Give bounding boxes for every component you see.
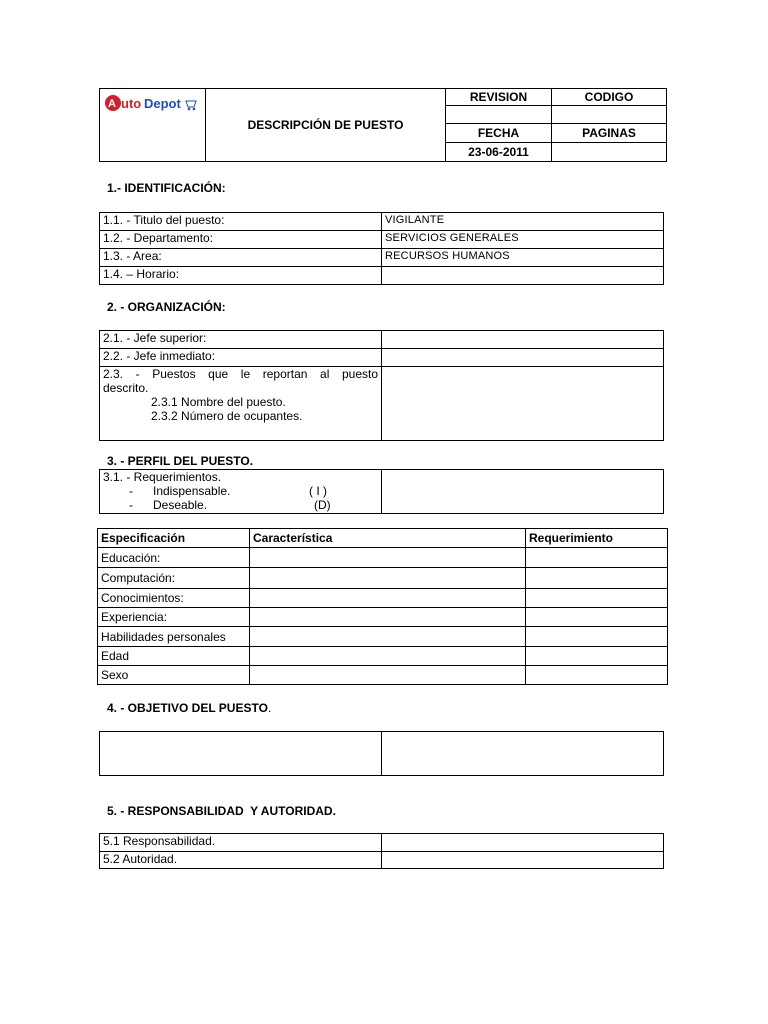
deseable-code: (D) <box>314 498 331 512</box>
dash-2: - <box>129 498 133 512</box>
spec-header-especificacion: Especificación <box>98 529 250 548</box>
fecha-value: 23-06-2011 <box>446 142 552 161</box>
horario-value <box>382 267 664 285</box>
spec-cell <box>526 589 668 608</box>
departamento-label: 1.2. - Departamento: <box>100 231 382 249</box>
section5-title: 5. - RESPONSABILIDAD Y AUTORIDAD. <box>107 804 336 818</box>
requirements-label: 3.1. - Requerimientos. <box>103 470 222 484</box>
spec-cell <box>250 647 526 666</box>
paginas-value <box>552 142 667 161</box>
area-value: RECURSOS HUMANOS <box>382 249 664 267</box>
revision-value <box>446 106 552 124</box>
puestos-cell <box>100 367 382 441</box>
dash-1: - <box>129 484 133 498</box>
puestos-line2: descrito. <box>103 381 149 395</box>
deseable-line <box>103 498 378 512</box>
section4-title-suffix: . <box>267 701 272 715</box>
objective-cell-left <box>100 732 382 776</box>
paginas-label: PAGINAS <box>552 124 667 142</box>
deseable-label: Deseable. <box>153 498 208 512</box>
autodepot-logo <box>104 92 200 114</box>
area-label: 1.3. - Area: <box>100 249 382 267</box>
svg-text:A: A <box>108 98 116 110</box>
puestos-sub2: 2.3.2 Número de ocupantes. <box>151 409 303 423</box>
autoridad-value <box>382 852 664 869</box>
autoridad-label: 5.2 Autoridad. <box>100 852 382 869</box>
jefe-superior-label: 2.1. - Jefe superior: <box>100 331 382 349</box>
objective-cell-right <box>382 732 664 776</box>
spec-cell <box>250 666 526 685</box>
jefe-inmediato-value <box>382 349 664 367</box>
revision-label: REVISION <box>446 89 552 106</box>
horario-label: 1.4. – Horario: <box>100 267 382 285</box>
jefe-superior-value <box>382 331 664 349</box>
spec-cell <box>250 548 526 568</box>
specification-table <box>97 528 668 685</box>
codigo-label: CODIGO <box>552 89 667 106</box>
puestos-line1: 2.3. - Puestos que le reportan al puesto <box>103 367 378 381</box>
responsibility-table <box>99 833 664 869</box>
requirements-table <box>99 469 664 514</box>
indispensable-label: Indispensable. <box>153 484 231 498</box>
objective-table <box>99 731 664 776</box>
spec-cell <box>526 627 668 647</box>
organization-table <box>99 330 664 441</box>
requirements-cell <box>100 470 382 514</box>
section4-title <box>107 701 271 715</box>
spec-cell <box>250 627 526 647</box>
spec-row-label: Edad <box>98 647 250 666</box>
section4-title-text: 4. - OBJETIVO DEL PUESTO <box>107 701 268 715</box>
spec-cell <box>526 568 668 589</box>
spec-header-requerimiento: Requerimiento <box>526 529 668 548</box>
puestos-sub1: 2.3.1 Nombre del puesto. <box>151 395 286 409</box>
section2-title: 2. - ORGANIZACIÓN: <box>107 300 226 314</box>
fecha-label: FECHA <box>446 124 552 142</box>
spec-header-caracteristica: Característica <box>250 529 526 548</box>
indispensable-line <box>103 484 378 498</box>
titulo-label: 1.1. - Titulo del puesto: <box>100 213 382 231</box>
svg-text:Depot: Depot <box>144 96 181 111</box>
spec-row-label: Experiencia: <box>98 608 250 627</box>
spec-row-label: Computación: <box>98 568 250 589</box>
spec-row-label: Conocimientos: <box>98 589 250 608</box>
requirements-value <box>382 470 664 514</box>
spec-cell <box>526 548 668 568</box>
spec-row-label: Educación: <box>98 548 250 568</box>
spec-cell <box>526 647 668 666</box>
spec-cell <box>250 568 526 589</box>
section1-title: 1.- IDENTIFICACIÓN: <box>107 181 226 195</box>
spec-row-label: Sexo <box>98 666 250 685</box>
section3-title: 3. - PERFIL DEL PUESTO. <box>107 454 254 468</box>
jefe-inmediato-label: 2.2. - Jefe inmediato: <box>100 349 382 367</box>
identification-table <box>99 212 664 285</box>
departamento-value: SERVICIOS GENERALES <box>382 231 664 249</box>
codigo-value <box>552 106 667 124</box>
document-title: DESCRIPCIÓN DE PUESTO <box>206 89 446 162</box>
spec-cell <box>526 666 668 685</box>
spec-cell <box>526 608 668 627</box>
spec-cell <box>250 608 526 627</box>
puestos-value <box>382 367 664 441</box>
spec-row-label: Habilidades personales <box>98 627 250 647</box>
svg-text:uto: uto <box>121 96 142 111</box>
indispensable-code: ( I ) <box>309 484 327 498</box>
responsabilidad-label: 5.1 Responsabilidad. <box>100 834 382 852</box>
titulo-value: VIGILANTE <box>382 213 664 231</box>
spec-cell <box>250 589 526 608</box>
responsabilidad-value <box>382 834 664 852</box>
